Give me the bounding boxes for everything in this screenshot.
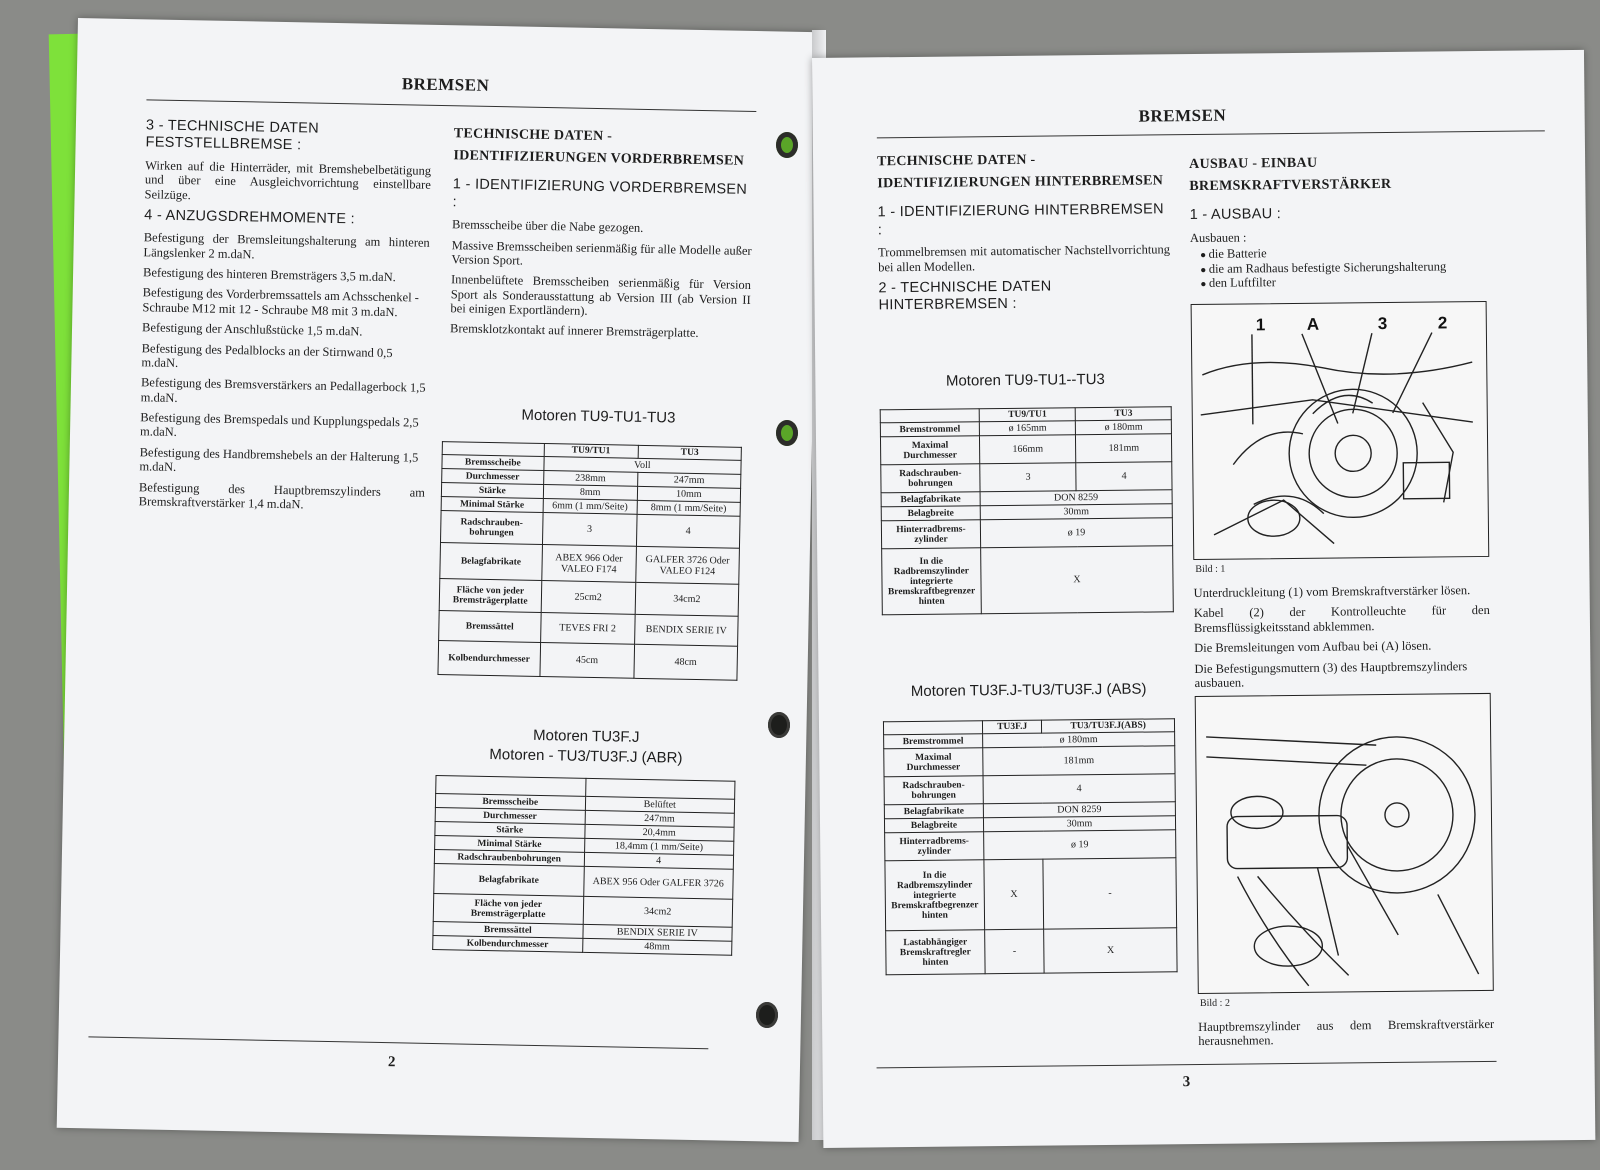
right-column-1 (877, 148, 1171, 321)
left-column-2 (450, 123, 754, 348)
table-row (886, 928, 1177, 975)
figure-label: 3 (1377, 313, 1388, 334)
table-cell: ABEX 956 Oder GALFER 3726 (583, 866, 733, 899)
table-header-cell: TU3 (638, 445, 741, 460)
master-cylinder-illustration (1196, 694, 1493, 993)
vorderbremsen-paragraph: Innenbelüftete Bremsscheiben serienmäßig für Version Sport als Sonderausstattung ab Version III (ab Version II bei einigen Exportländern). (450, 272, 752, 318)
table-header-cell: TU3F.J (982, 720, 1042, 734)
table-cell: ø 180mm (1076, 420, 1172, 435)
right-page (812, 50, 1595, 1148)
table-row-label: Bremstrommel (880, 422, 979, 437)
section-title-anzugsdrehmomente: 4 - ANZUGSDREHMOMENTE : (144, 207, 356, 228)
punch-hole (756, 1002, 778, 1028)
torque-item: Befestigung des Hauptbremszylinders am Bremskraftverstärker 1,4 m.daN. (138, 479, 426, 512)
torque-item: Befestigung des Pedalblocks an der Stirnwand 0,5 m.daN. (141, 340, 393, 370)
table-cell: 4 (1076, 462, 1172, 491)
table-cell: - (1043, 858, 1176, 929)
page-number: 3 (1182, 1074, 1191, 1091)
torque-item: Befestigung des Bremsverstärkers an Pedallagerbock 1,5 m.daN. (140, 375, 426, 405)
table-row (881, 518, 1172, 549)
header-rule (877, 130, 1545, 138)
table-cell: X (984, 859, 1044, 930)
table-row-label: Bremsscheibe (435, 794, 585, 811)
feststellbremse-text: Wirken auf die Hinterräder, mit Bremshebelbetätigung und über eine Ausgleichvorrichtung einstellbare Seilzüge. (144, 158, 432, 202)
table-cell: 181mm (1076, 434, 1172, 463)
table-front-brakes-tu3fj (432, 775, 735, 956)
table-cell: 3 (980, 463, 1077, 492)
table-row-label: Fläche von jeder Bremsträgerplatte (439, 579, 541, 613)
instruction-paragraph: Unterdruckleitung (1) vom Bremskraftverstärker lösen. (1193, 583, 1471, 601)
table-row (440, 543, 740, 585)
torque-item: Befestigung der Bremsleitungshalterung am hinteren Längslenker 2 m.daN. (143, 230, 430, 262)
list-item: ● die am Radhaus befestigte Sicherungshalterung (1200, 259, 1486, 276)
table-row-label: In die Radbremszylinder integrierte Bremskraftbegrenzer hinten (882, 548, 982, 615)
table-header-cell: TU3 (1076, 407, 1172, 421)
table-row-label: Kolbendurchmesser (433, 935, 583, 952)
instruction-paragraph: Die Befestigungsmuttern (3) des Hauptbremszylinders ausbauen. (1194, 658, 1468, 690)
left-column-1 (138, 117, 432, 520)
table-front-brakes-tu9-tu1-tu3 (437, 441, 741, 681)
table-row (438, 641, 738, 681)
table-row (885, 830, 1176, 861)
table-cell: Voll (544, 457, 742, 475)
figure-label: 1 (1255, 315, 1266, 335)
table-row-label: Maximal Durchmesser (884, 748, 983, 777)
table-header-cell: TU9/TU1 (979, 408, 1076, 422)
hinterbremsen-text: Trommelbremsen mit automatischer Nachstellvorrichtung bei allen Modellen. (877, 242, 1171, 274)
figure-caption: Bild : 2 (1199, 997, 1230, 1009)
page-number: 2 (387, 1054, 396, 1071)
table-cell: 6mm (1 mm/Seite) (543, 499, 637, 515)
table-cell: ø 19 (980, 518, 1172, 548)
table-row-label: Radschrauben-bohrungen (440, 511, 542, 545)
page-header: BREMSEN (1138, 105, 1227, 126)
section-title-feststellbremse: 3 - TECHNISCHE DATEN FESTSTELLBREMSE : (145, 117, 320, 154)
table-row-label: Radschrauben-bohrungen (884, 776, 983, 805)
table-row-label: Bremssättel (433, 921, 583, 938)
table-title-front-tu3fj: Motoren TU3F.J (532, 726, 640, 746)
table-row (882, 546, 1174, 615)
torque-item: Befestigung des Handbremshebels an der Halterung 1,5 m.daN. (139, 445, 419, 475)
table-cell: 18,4mm (1 mm/Seite) (584, 838, 734, 855)
brake-booster-illustration (1192, 302, 1489, 559)
table-cell: 8mm (1 mm/Seite) (637, 500, 740, 516)
table-row-label: Belagbreite (881, 506, 980, 521)
table-cell: DON 8259 (983, 802, 1175, 818)
table-cell: 45cm (540, 642, 635, 678)
table-row-label: Hinterradbrems-zylinder (885, 832, 984, 861)
table-title-front-tu3-abr: Motoren - TU3/TU3F.J (ABR) (489, 746, 683, 767)
right-column-2 (1189, 151, 1486, 299)
table-title-rear-tu9: Motoren TU9-TU1--TU3 (945, 370, 1105, 390)
table-header-cell (883, 721, 982, 735)
table-row-label: Hinterradbrems-zylinder (881, 520, 980, 549)
table-cell: GALFER 3726 Oder VALEO F124 (636, 546, 740, 584)
table-cell: ø 165mm (979, 421, 1076, 436)
ausbauen-label: Ausbauen : (1189, 230, 1247, 245)
section-title-ausbau: 1 - AUSBAU : (1189, 206, 1282, 224)
section-title-identifizierung-hinterbremsen: 1 - IDENTIFIZIERUNG HINTERBREMSEN : (877, 201, 1164, 239)
torque-item: Befestigung des Vorderbremssattels am Achsschenkel - Schraube M12 mit 12 - Schraube M8 mit 3 m.daN. (142, 285, 420, 319)
table-row (885, 858, 1177, 931)
table-row-label: Durchmesser (442, 469, 544, 485)
header-rule (146, 99, 756, 112)
table-cell: 20,4mm (584, 824, 734, 841)
section-title-vorderbremsen: TECHNISCHE DATEN - IDENTIFIZIERUNGEN VORDERBREMSEN (453, 126, 745, 169)
table-row-label: Belagfabrikate (881, 492, 980, 507)
punch-hole (776, 132, 798, 158)
table-row-label: Minimal Stärke (441, 497, 543, 513)
table-row-label: Minimal Stärke (435, 836, 585, 853)
section-title-ausbau-einbau: AUSBAU - EINBAU BREMSKRAFTVERSTÄRKER (1189, 155, 1392, 194)
right-column-2-instructions (1194, 583, 1491, 696)
table-cell: Belüftet (585, 796, 735, 813)
section-title-hinterbremsen: TECHNISCHE DATEN - IDENTIFIZIERUNGEN HINTERBREMSEN (877, 152, 1164, 192)
punch-hole (776, 420, 798, 446)
table-row-label: Belagbreite (884, 818, 983, 833)
ausbauen-list (1190, 244, 1486, 291)
footer-rule (877, 1061, 1497, 1068)
table-cell: 3 (542, 513, 637, 547)
table-cell: 48cm (634, 644, 738, 680)
table-row-label: Bremstrommel (884, 734, 983, 749)
section-title-identifizierung-vorderbremsen: 1 - IDENTIFIZIERUNG VORDERBREMSEN : (452, 176, 748, 211)
torque-item: Befestigung des Bremspedals und Kupplungspedals 2,5 m.daN. (139, 410, 419, 440)
table-row-label: Maximal Durchmesser (880, 436, 979, 465)
figure-label: 2 (1437, 313, 1448, 333)
figure-label: A (1306, 314, 1320, 334)
section-title-technische-daten-hinterbremsen: 2 - TECHNISCHE DATEN HINTERBREMSEN : (878, 278, 1052, 314)
table-cell: BENDIX SERIE IV (634, 614, 738, 646)
table-cell: 166mm (979, 435, 1076, 464)
table-cell: 4 (584, 852, 734, 869)
list-item: ● die Batterie (1200, 244, 1486, 261)
table-row-label: Bremsscheibe (442, 455, 544, 471)
left-page (57, 18, 820, 1142)
table-title-rear-tu3fj: Motoren TU3F.J-TU3/TU3F.J (ABS) (910, 680, 1147, 700)
table-cell: DON 8259 (980, 490, 1172, 506)
table-rear-brakes-tu3fj-abs (883, 718, 1178, 975)
table-row-label: Radschrauben-bohrungen (881, 464, 980, 493)
table-cell: TEVES FRI 2 (540, 612, 635, 644)
table-rear-brakes-tu9-tu1-tu3 (880, 406, 1174, 615)
table-cell: 30mm (980, 504, 1172, 520)
list-item: ● den Luftfilter (1200, 273, 1486, 290)
figure-brake-booster-1 (1191, 301, 1490, 560)
table-cell: 34cm2 (583, 896, 733, 927)
torque-item: Befestigung der Anschlußstücke 1,5 m.daN. (141, 320, 363, 339)
table-cell: BENDIX SERIE IV (582, 924, 732, 941)
table-row-label: Stärke (441, 483, 543, 499)
table-cell: 238mm (543, 471, 637, 487)
table-row-label: Stärke (435, 822, 585, 839)
table-title-front-tu9: Motoren TU9-TU1-TU3 (521, 406, 676, 427)
table-row (884, 774, 1175, 805)
table-cell: 48mm (582, 938, 732, 955)
table-row (881, 462, 1172, 493)
table-header-cell: TU9/TU1 (544, 444, 638, 459)
table-row-label: Belagfabrikate (434, 863, 584, 896)
table-cell: 30mm (983, 816, 1175, 832)
table-cell: - (985, 929, 1045, 974)
table-row-label: Lastabhängiger Bremskraftregler hinten (886, 930, 985, 975)
table-cell: 247mm (637, 472, 740, 488)
table-row-label: Durchmesser (435, 808, 585, 825)
instruction-paragraph: Die Bremsleitungen vom Aufbau bei (A) lösen. (1194, 638, 1432, 656)
footer-rule (88, 1036, 708, 1049)
table-header-cell (880, 409, 979, 423)
page-header: BREMSEN (401, 74, 490, 95)
table-row (880, 434, 1171, 465)
vorderbremsen-paragraph: Bremsscheibe über die Nabe gezogen. (451, 217, 644, 236)
table-cell: 4 (983, 774, 1175, 804)
table-cell: 4 (636, 514, 740, 548)
figure-brake-booster-2 (1195, 693, 1494, 994)
table-cell: 181mm (983, 746, 1175, 776)
table-cell: ø 19 (984, 830, 1176, 860)
table-cell: ø 180mm (983, 732, 1175, 748)
table-row-label: In die Radbremszylinder integrierte Bremskraftbegrenzer hinten (885, 860, 985, 931)
table-cell: 8mm (543, 485, 637, 501)
table-row-label: Bremssättel (439, 611, 541, 643)
table-row-label: Belagfabrikate (440, 543, 542, 581)
table-cell: 247mm (585, 810, 735, 827)
table-row-label: Fläche von jeder Bremsträgerplatte (433, 893, 583, 924)
table-row (884, 746, 1175, 777)
punch-hole (768, 712, 790, 738)
figure-caption: Bild : 1 (1195, 563, 1226, 576)
table-row-label: Radschraubenbohrungen (434, 849, 584, 866)
instruction-paragraph: Kabel (2) der Kontrolleuchte für den Bremsflüssigkeitsstand abklemmen. (1193, 603, 1490, 635)
final-instruction: Hauptbremszylinder aus dem Bremskraftverstärker herausnehmen. (1198, 1016, 1495, 1049)
vorderbremsen-paragraph: Massive Bremsscheiben serienmäßig für alle Modelle außer Version Sport. (451, 237, 752, 268)
table-header-cell: TU3/TU3F.J(ABS) (1042, 719, 1175, 733)
table-cell: ABEX 966 Oder VALEO F174 (541, 545, 636, 583)
table-cell: 34cm2 (635, 582, 739, 616)
table-cell: X (981, 546, 1174, 614)
table-row-label: Belagfabrikate (884, 804, 983, 819)
table-cell: 10mm (637, 486, 740, 502)
table-cell: X (1044, 928, 1177, 973)
table-row-label: Kolbendurchmesser (438, 641, 540, 677)
table-cell: 25cm2 (541, 581, 636, 615)
vorderbremsen-paragraph: Bremsklotzkontakt auf innerer Bremsträgerplatte. (449, 321, 699, 341)
torque-item: Befestigung des hinteren Bremsträgers 3,5 m.daN. (142, 265, 396, 285)
